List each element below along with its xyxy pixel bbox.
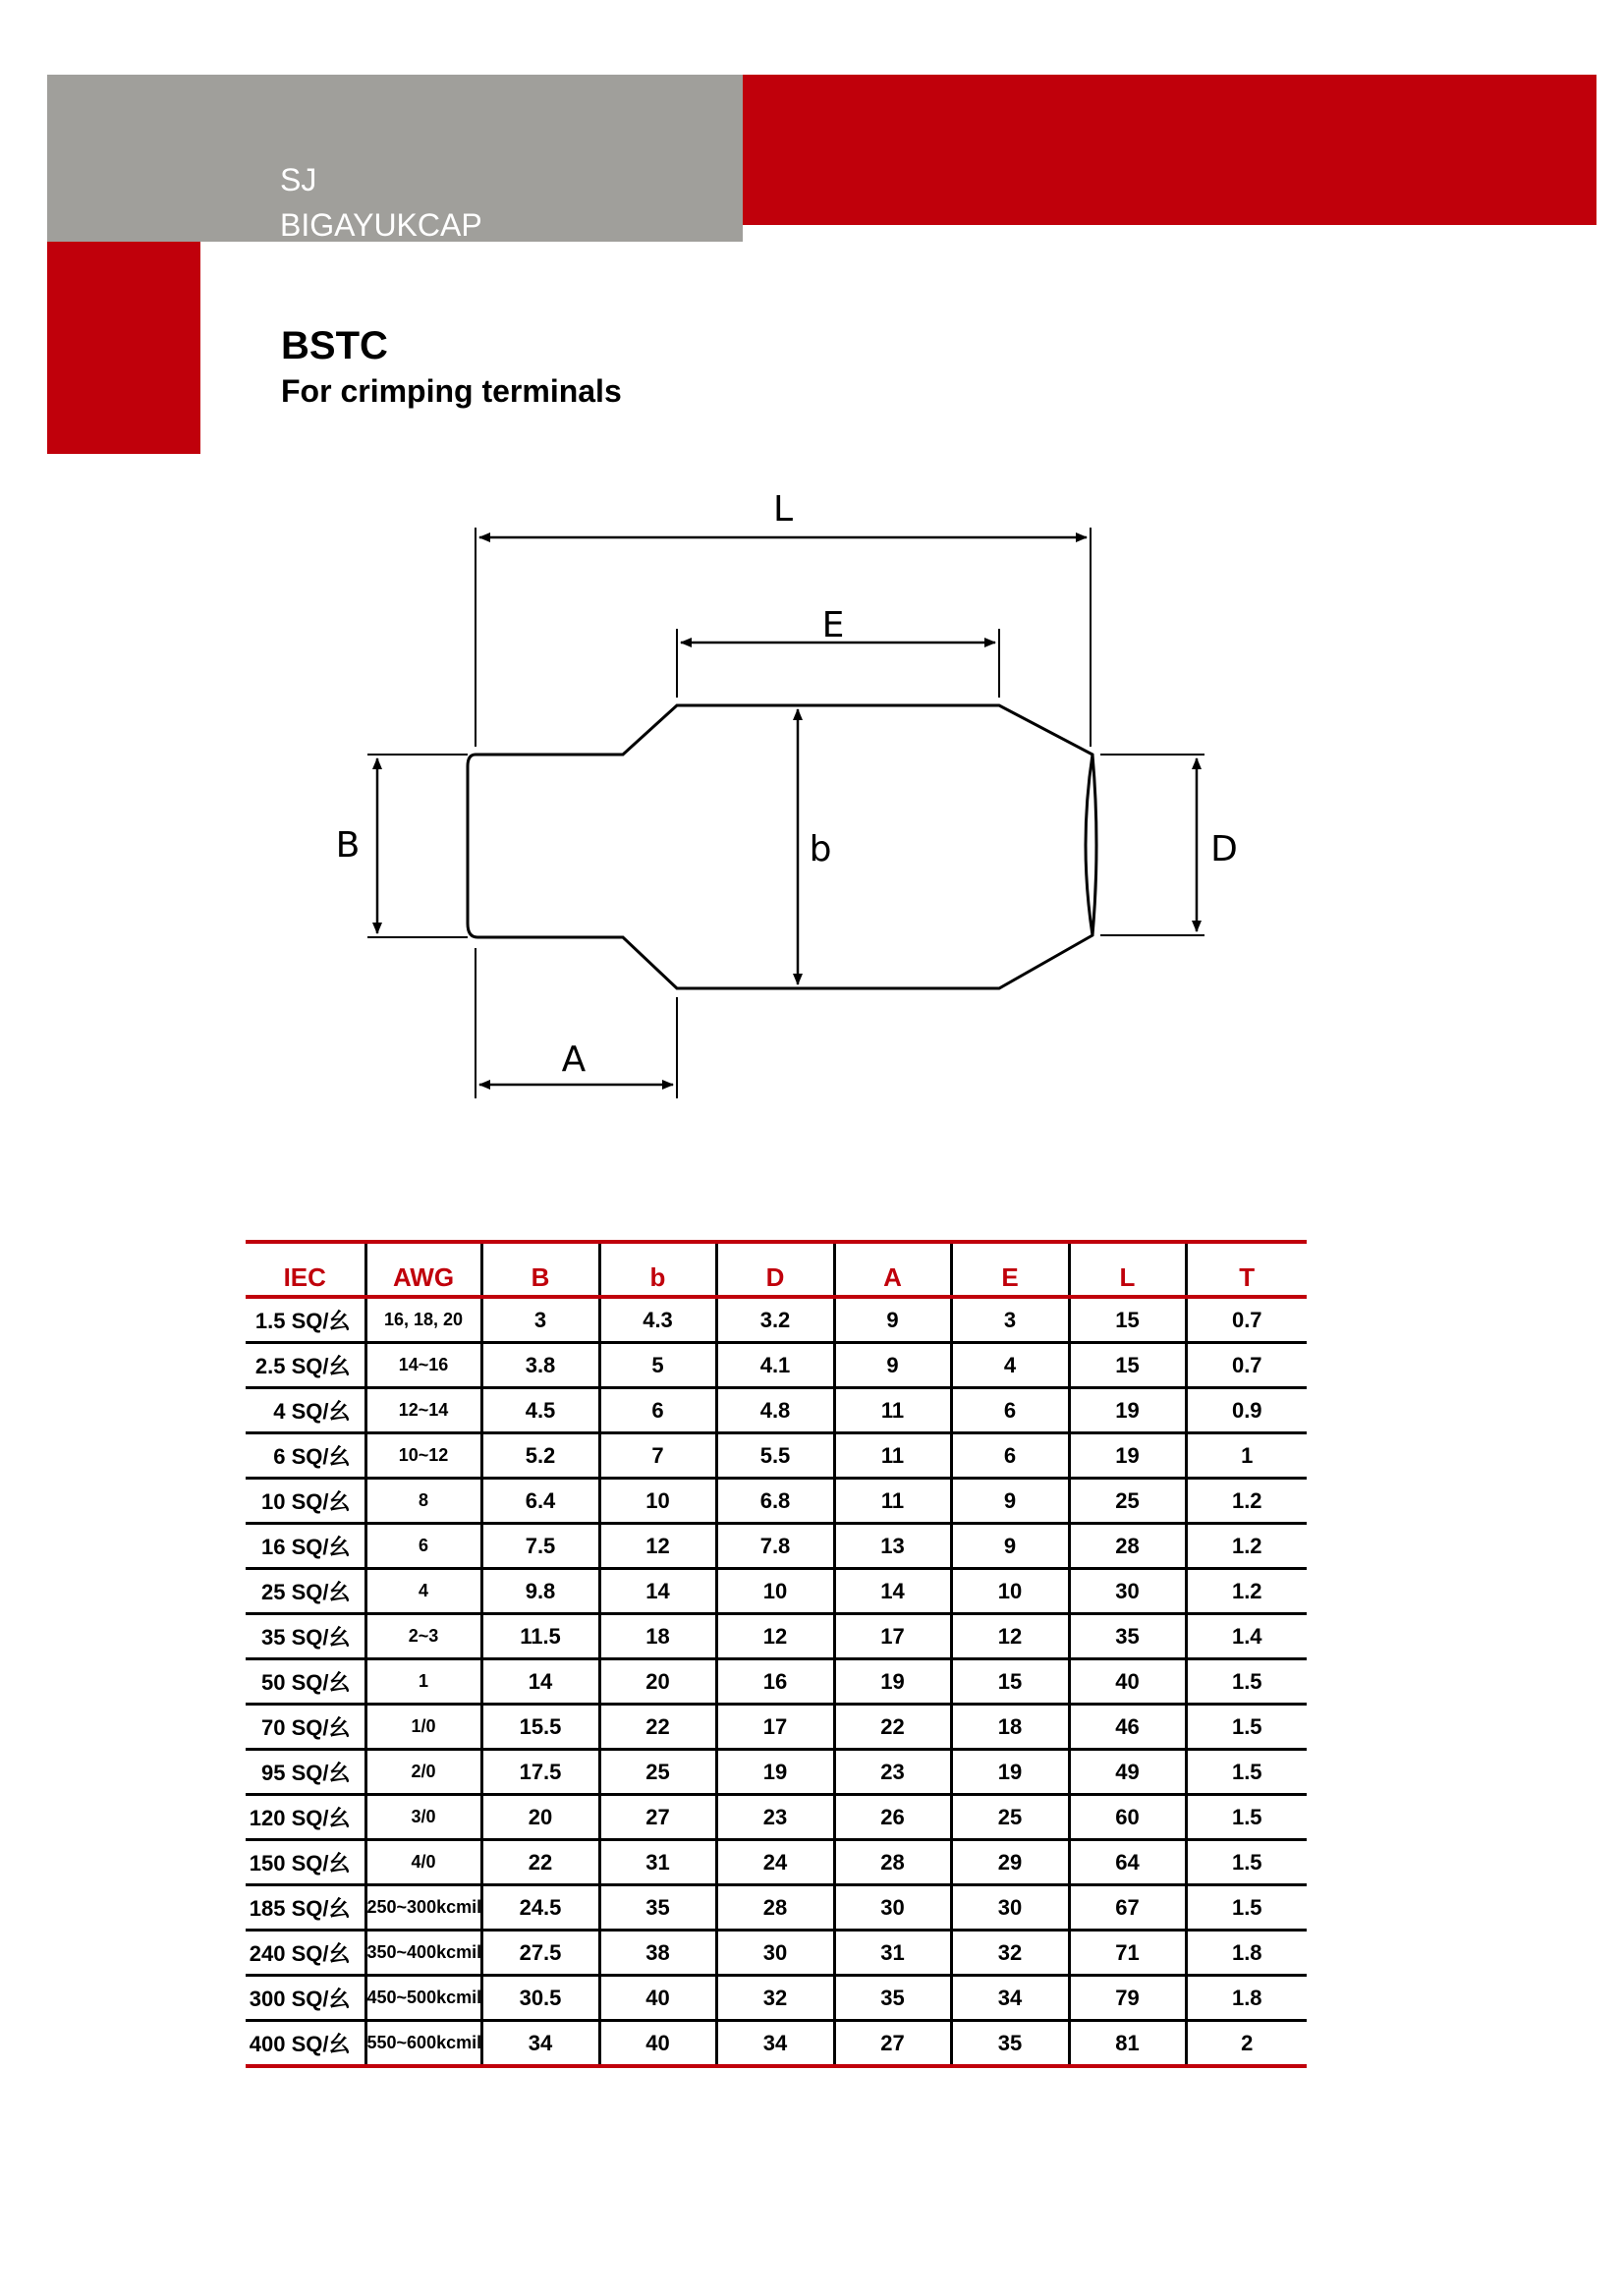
label-E: E (821, 605, 845, 645)
table-cell-t: 2 (1186, 2021, 1307, 2067)
table-cell-d: 12 (716, 1614, 834, 1659)
table-row (246, 1297, 1307, 1343)
terminal-outline (468, 705, 1096, 988)
label-b: b (809, 829, 832, 869)
table-cell-t: 1.2 (1186, 1524, 1307, 1569)
table-row (246, 1433, 1307, 1479)
table-cell-awg: 10~12 (365, 1433, 481, 1479)
table-cell-t: 1.5 (1186, 1705, 1307, 1750)
label-L: L (772, 489, 794, 530)
table-cell-iec: 240 SQ/幺 (246, 1931, 365, 1976)
table-cell-d: 4.8 (716, 1388, 834, 1433)
table-cell-iec: 95 SQ/幺 (246, 1750, 365, 1795)
table-cell-b: 7.5 (481, 1524, 599, 1569)
table-cell-e: 25 (951, 1795, 1069, 1840)
column-header: T (1186, 1242, 1307, 1297)
table-cell-b: 40 (599, 1976, 716, 2021)
table-cell-d: 10 (716, 1569, 834, 1614)
column-header: L (1069, 1242, 1186, 1297)
table-cell-a: 22 (834, 1705, 951, 1750)
table-cell-iec: 35 SQ/幺 (246, 1614, 365, 1659)
table-cell-awg: 3/0 (365, 1795, 481, 1840)
table-row (246, 1976, 1307, 2021)
table-cell-l: 67 (1069, 1885, 1186, 1931)
table-cell-a: 27 (834, 2021, 951, 2067)
table-cell-iec: 50 SQ/幺 (246, 1659, 365, 1705)
table-cell-awg: 350~400kcmil (365, 1931, 481, 1976)
table-cell-l: 35 (1069, 1614, 1186, 1659)
table-cell-b: 22 (599, 1705, 716, 1750)
table-cell-awg: 6 (365, 1524, 481, 1569)
table-cell-a: 31 (834, 1931, 951, 1976)
table-cell-b: 27.5 (481, 1931, 599, 1976)
table-cell-l: 40 (1069, 1659, 1186, 1705)
table-cell-iec: 2.5 SQ/幺 (246, 1343, 365, 1388)
table-cell-t: 1.5 (1186, 1659, 1307, 1705)
table-cell-iec: 300 SQ/幺 (246, 1976, 365, 2021)
table-row (246, 1388, 1307, 1433)
table-cell-b: 15.5 (481, 1705, 599, 1750)
table-cell-awg: 14~16 (365, 1343, 481, 1388)
table-cell-l: 71 (1069, 1931, 1186, 1976)
table-cell-b: 22 (481, 1840, 599, 1885)
table-cell-a: 11 (834, 1388, 951, 1433)
table-cell-d: 30 (716, 1931, 834, 1976)
table-row (246, 1840, 1307, 1885)
table-cell-l: 28 (1069, 1524, 1186, 1569)
label-B: B (335, 825, 361, 866)
table-cell-awg: 1 (365, 1659, 481, 1705)
table-cell-l: 81 (1069, 2021, 1186, 2067)
table-cell-t: 0.7 (1186, 1343, 1307, 1388)
table-cell-t: 1.8 (1186, 1931, 1307, 1976)
column-header: E (951, 1242, 1069, 1297)
table-cell-t: 1.5 (1186, 1795, 1307, 1840)
table-cell-a: 11 (834, 1479, 951, 1524)
table-cell-l: 25 (1069, 1479, 1186, 1524)
table-cell-b: 3.8 (481, 1343, 599, 1388)
table-cell-t: 1.2 (1186, 1569, 1307, 1614)
table-cell-e: 6 (951, 1433, 1069, 1479)
table-cell-d: 32 (716, 1976, 834, 2021)
column-header: IEC (246, 1242, 365, 1297)
table-cell-b: 35 (599, 1885, 716, 1931)
table-cell-awg: 2~3 (365, 1614, 481, 1659)
table-cell-e: 19 (951, 1750, 1069, 1795)
table-cell-l: 19 (1069, 1388, 1186, 1433)
table-cell-b: 5 (599, 1343, 716, 1388)
terminal-end-cap (1086, 755, 1092, 935)
product-description: For crimping terminals (281, 373, 622, 409)
table-cell-l: 60 (1069, 1795, 1186, 1840)
table-cell-b: 10 (599, 1479, 716, 1524)
table-cell-awg: 2/0 (365, 1750, 481, 1795)
table-cell-a: 28 (834, 1840, 951, 1885)
table-cell-b: 9.8 (481, 1569, 599, 1614)
table-cell-b: 30.5 (481, 1976, 599, 2021)
table-cell-e: 9 (951, 1524, 1069, 1569)
table-cell-l: 30 (1069, 1569, 1186, 1614)
table-cell-b: 6.4 (481, 1479, 599, 1524)
table-row (246, 1750, 1307, 1795)
table-row (246, 1795, 1307, 1840)
table-cell-awg: 12~14 (365, 1388, 481, 1433)
table-cell-d: 4.1 (716, 1343, 834, 1388)
table-cell-a: 17 (834, 1614, 951, 1659)
brand-line-1: SJ (280, 162, 317, 197)
table-row (246, 1705, 1307, 1750)
table-cell-l: 15 (1069, 1297, 1186, 1343)
label-D: D (1210, 829, 1238, 869)
table-cell-e: 29 (951, 1840, 1069, 1885)
table-row (246, 1885, 1307, 1931)
table-cell-a: 19 (834, 1659, 951, 1705)
table-cell-e: 34 (951, 1976, 1069, 2021)
table-cell-b: 5.2 (481, 1433, 599, 1479)
table-cell-d: 17 (716, 1705, 834, 1750)
table-cell-awg: 1/0 (365, 1705, 481, 1750)
table-cell-awg: 4/0 (365, 1840, 481, 1885)
table-cell-d: 23 (716, 1795, 834, 1840)
table-cell-e: 6 (951, 1388, 1069, 1433)
table-cell-d: 5.5 (716, 1433, 834, 1479)
table-row (246, 1931, 1307, 1976)
table-cell-t: 1.8 (1186, 1976, 1307, 2021)
table-cell-b: 3 (481, 1297, 599, 1343)
table-row (246, 1569, 1307, 1614)
table-cell-iec: 1.5 SQ/幺 (246, 1297, 365, 1343)
table-cell-b: 14 (481, 1659, 599, 1705)
table-cell-e: 4 (951, 1343, 1069, 1388)
product-code: BSTC (281, 324, 388, 367)
table-cell-awg: 16, 18, 20 (365, 1297, 481, 1343)
table-cell-b: 20 (481, 1795, 599, 1840)
table-cell-a: 30 (834, 1885, 951, 1931)
table-cell-l: 64 (1069, 1840, 1186, 1885)
table-cell-b: 4.3 (599, 1297, 716, 1343)
label-A: A (561, 1039, 587, 1080)
table-cell-e: 18 (951, 1705, 1069, 1750)
table-cell-e: 35 (951, 2021, 1069, 2067)
column-header: D (716, 1242, 834, 1297)
table-cell-d: 34 (716, 2021, 834, 2067)
table-cell-t: 1.4 (1186, 1614, 1307, 1659)
table-cell-e: 15 (951, 1659, 1069, 1705)
table-body (246, 1297, 1307, 2066)
table-cell-b: 18 (599, 1614, 716, 1659)
table-cell-t: 1.5 (1186, 1885, 1307, 1931)
column-header: b (599, 1242, 716, 1297)
table-cell-b: 12 (599, 1524, 716, 1569)
table-cell-b: 6 (599, 1388, 716, 1433)
table-cell-d: 16 (716, 1659, 834, 1705)
table-cell-t: 1.5 (1186, 1840, 1307, 1885)
table-cell-iec: 400 SQ/幺 (246, 2021, 365, 2067)
table-cell-b: 27 (599, 1795, 716, 1840)
table-row (246, 2021, 1307, 2067)
table-row (246, 1614, 1307, 1659)
table-cell-l: 49 (1069, 1750, 1186, 1795)
column-header: B (481, 1242, 599, 1297)
table-cell-awg: 550~600kcmil (365, 2021, 481, 2067)
table-cell-d: 6.8 (716, 1479, 834, 1524)
table-cell-d: 3.2 (716, 1297, 834, 1343)
terminal-dimension-diagram (0, 0, 1624, 1130)
table-cell-awg: 8 (365, 1479, 481, 1524)
table-cell-b: 17.5 (481, 1750, 599, 1795)
table-cell-iec: 4 SQ/幺 (246, 1388, 365, 1433)
table-cell-t: 1.5 (1186, 1750, 1307, 1795)
table-cell-iec: 150 SQ/幺 (246, 1840, 365, 1885)
table-cell-b: 24.5 (481, 1885, 599, 1931)
table-cell-t: 1.2 (1186, 1479, 1307, 1524)
table-cell-b: 14 (599, 1569, 716, 1614)
table-cell-a: 13 (834, 1524, 951, 1569)
table-row (246, 1659, 1307, 1705)
table-cell-b: 40 (599, 2021, 716, 2067)
table-cell-d: 7.8 (716, 1524, 834, 1569)
table-cell-b: 4.5 (481, 1388, 599, 1433)
specification-table (246, 1240, 1307, 2068)
table-cell-a: 35 (834, 1976, 951, 2021)
brand-line-2: BIGAYUKCAP (280, 207, 482, 243)
table-cell-b: 7 (599, 1433, 716, 1479)
table-cell-iec: 70 SQ/幺 (246, 1705, 365, 1750)
column-header: A (834, 1242, 951, 1297)
table-cell-a: 9 (834, 1343, 951, 1388)
table-cell-b: 11.5 (481, 1614, 599, 1659)
table-cell-iec: 10 SQ/幺 (246, 1479, 365, 1524)
table-cell-awg: 250~300kcmil (365, 1885, 481, 1931)
table-cell-awg: 450~500kcmil (365, 1976, 481, 2021)
table-cell-a: 26 (834, 1795, 951, 1840)
table-cell-awg: 4 (365, 1569, 481, 1614)
table-cell-iec: 16 SQ/幺 (246, 1524, 365, 1569)
table-cell-iec: 6 SQ/幺 (246, 1433, 365, 1479)
table-cell-l: 19 (1069, 1433, 1186, 1479)
table-cell-b: 34 (481, 2021, 599, 2067)
table-row (246, 1524, 1307, 1569)
table-cell-e: 12 (951, 1614, 1069, 1659)
table-cell-a: 14 (834, 1569, 951, 1614)
table-cell-e: 32 (951, 1931, 1069, 1976)
table-cell-b: 25 (599, 1750, 716, 1795)
table-cell-l: 15 (1069, 1343, 1186, 1388)
table-cell-d: 28 (716, 1885, 834, 1931)
table-cell-a: 11 (834, 1433, 951, 1479)
table-cell-t: 1 (1186, 1433, 1307, 1479)
table-header-row (246, 1242, 1307, 1297)
table-row (246, 1479, 1307, 1524)
table-cell-e: 3 (951, 1297, 1069, 1343)
table-cell-e: 10 (951, 1569, 1069, 1614)
table-cell-iec: 185 SQ/幺 (246, 1885, 365, 1931)
table-cell-iec: 25 SQ/幺 (246, 1569, 365, 1614)
table-cell-e: 9 (951, 1479, 1069, 1524)
column-header: AWG (365, 1242, 481, 1297)
table-cell-a: 23 (834, 1750, 951, 1795)
table-cell-l: 46 (1069, 1705, 1186, 1750)
table-cell-b: 20 (599, 1659, 716, 1705)
table-cell-e: 30 (951, 1885, 1069, 1931)
table-cell-d: 24 (716, 1840, 834, 1885)
table-cell-b: 31 (599, 1840, 716, 1885)
table-cell-t: 0.9 (1186, 1388, 1307, 1433)
table-cell-a: 9 (834, 1297, 951, 1343)
table-cell-iec: 120 SQ/幺 (246, 1795, 365, 1840)
table-cell-d: 19 (716, 1750, 834, 1795)
table-cell-t: 0.7 (1186, 1297, 1307, 1343)
table-cell-b: 38 (599, 1931, 716, 1976)
table-row (246, 1343, 1307, 1388)
table-cell-l: 79 (1069, 1976, 1186, 2021)
